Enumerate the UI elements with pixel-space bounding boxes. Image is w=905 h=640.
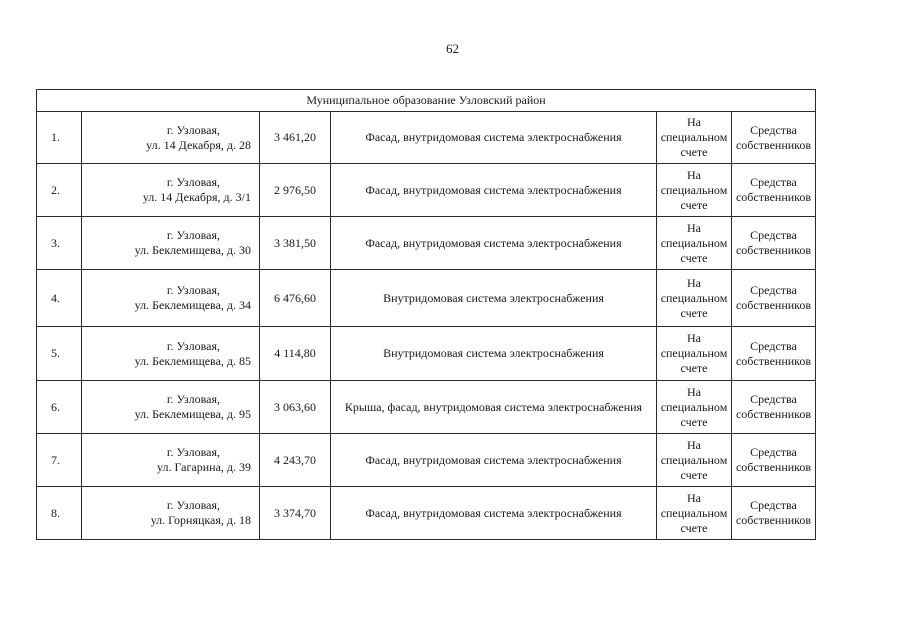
account-cell bbox=[657, 164, 732, 217]
account-line: специальном bbox=[660, 505, 728, 520]
source-line: Средства bbox=[750, 283, 797, 297]
section-header-row bbox=[37, 90, 816, 112]
row-number: 2. bbox=[37, 164, 82, 217]
account-cell bbox=[657, 112, 732, 164]
source-line: Средства bbox=[750, 338, 797, 353]
table-row bbox=[37, 487, 816, 540]
work-type-cell: Фасад, внутридомовая система электроснабжения bbox=[331, 164, 657, 217]
work-type-cell: Крыша, фасад, внутридомовая система электроснабжения bbox=[331, 381, 657, 434]
source-line: собственников bbox=[735, 353, 812, 368]
source-line: собственников bbox=[735, 243, 812, 257]
area-cell: 3 374,70 bbox=[260, 487, 331, 540]
account-cell bbox=[657, 381, 732, 434]
account-line: специальном bbox=[660, 235, 728, 250]
address-street: ул. Горняцкая, д. 18 bbox=[150, 513, 251, 527]
work-type-cell: Фасад, внутридомовая система электроснабжения bbox=[331, 112, 657, 164]
work-type-cell: Фасад, внутридомовая система электроснабжения bbox=[331, 217, 657, 270]
source-line: Средства bbox=[750, 445, 797, 459]
source-line: собственников bbox=[735, 137, 812, 152]
address-city: г. Узловая, bbox=[166, 175, 220, 189]
source-line: Средства bbox=[750, 498, 797, 512]
area-cell: 4 243,70 bbox=[260, 434, 331, 487]
area-cell: 6 476,60 bbox=[260, 270, 331, 327]
address-cell bbox=[82, 381, 260, 434]
area-cell: 4 114,80 bbox=[260, 327, 331, 381]
address-street: ул. Беклемищева, д. 95 bbox=[134, 407, 251, 421]
account-line: счете bbox=[680, 305, 708, 320]
address-city: г. Узловая, bbox=[166, 228, 220, 242]
work-type-cell: Внутридомовая система электроснабжения bbox=[331, 270, 657, 327]
account-cell bbox=[657, 327, 732, 381]
account-line: На bbox=[687, 331, 701, 345]
funding-source-cell bbox=[732, 164, 816, 217]
account-cell bbox=[657, 217, 732, 270]
funding-source-cell bbox=[732, 270, 816, 327]
address-cell bbox=[82, 434, 260, 487]
funding-source-cell bbox=[732, 381, 816, 434]
work-type-cell: Фасад, внутридомовая система электроснабжения bbox=[331, 434, 657, 487]
account-line: счете bbox=[680, 520, 708, 535]
address-cell bbox=[82, 164, 260, 217]
source-line: Средства bbox=[750, 122, 797, 137]
funding-source-cell bbox=[732, 217, 816, 270]
row-number: 8. bbox=[37, 487, 82, 540]
account-line: На bbox=[687, 167, 701, 182]
account-line: специальном bbox=[660, 290, 728, 305]
work-type-cell: Фасад, внутридомовая система электроснабжения bbox=[331, 487, 657, 540]
funding-source-cell bbox=[732, 112, 816, 164]
section-title: Муниципальное образование Узловский район bbox=[37, 90, 816, 112]
row-number: 5. bbox=[37, 327, 82, 381]
account-line: счете bbox=[680, 250, 708, 265]
source-line: собственников bbox=[735, 407, 812, 421]
funding-source-cell bbox=[732, 327, 816, 381]
address-city: г. Узловая, bbox=[166, 498, 220, 512]
address-city: г. Узловая, bbox=[166, 392, 220, 406]
table-row bbox=[37, 164, 816, 217]
area-cell: 2 976,50 bbox=[260, 164, 331, 217]
address-street: ул. Беклемищева, д. 34 bbox=[134, 298, 251, 312]
address-cell bbox=[82, 487, 260, 540]
area-cell: 3 461,20 bbox=[260, 112, 331, 164]
row-number: 7. bbox=[37, 434, 82, 487]
table-row bbox=[37, 434, 816, 487]
account-line: На bbox=[687, 275, 701, 290]
funding-source-cell bbox=[732, 487, 816, 540]
account-line: специальном bbox=[660, 182, 728, 197]
area-cell: 3 381,50 bbox=[260, 217, 331, 270]
account-line: специальном bbox=[660, 130, 728, 144]
row-number: 4. bbox=[37, 270, 82, 327]
account-line: На bbox=[687, 384, 701, 399]
account-line: специальном bbox=[660, 399, 728, 414]
table-row bbox=[37, 112, 816, 164]
account-line: счете bbox=[680, 361, 708, 375]
address-street: ул. Беклемищева, д. 30 bbox=[134, 243, 251, 257]
address-street: ул. 14 Декабря, д. 3/1 bbox=[142, 190, 251, 204]
row-number: 3. bbox=[37, 217, 82, 270]
account-line: На bbox=[687, 437, 701, 452]
account-line: счете bbox=[680, 197, 708, 212]
account-line: счете bbox=[680, 414, 708, 429]
work-type-cell: Внутридомовая система электроснабжения bbox=[331, 327, 657, 381]
source-line: собственников bbox=[735, 460, 812, 474]
account-line: На bbox=[687, 490, 701, 505]
source-line: собственников bbox=[735, 513, 812, 527]
source-line: собственников bbox=[735, 190, 812, 204]
table-row bbox=[37, 270, 816, 327]
area-cell: 3 063,60 bbox=[260, 381, 331, 434]
account-line: специальном bbox=[660, 452, 728, 467]
account-line: счете bbox=[680, 467, 708, 482]
address-street: ул. 14 Декабря, д. 28 bbox=[146, 137, 251, 152]
table-row bbox=[37, 327, 816, 381]
source-line: Средства bbox=[750, 392, 797, 406]
address-city: г. Узловая, bbox=[166, 122, 220, 137]
account-cell bbox=[657, 270, 732, 327]
account-line: На bbox=[687, 115, 701, 129]
source-line: собственников bbox=[735, 298, 812, 312]
account-cell bbox=[657, 487, 732, 540]
page-number: 62 bbox=[446, 41, 459, 56]
housing-table bbox=[36, 89, 816, 540]
address-city: г. Узловая, bbox=[166, 445, 220, 459]
address-city: г. Узловая, bbox=[166, 283, 220, 297]
address-street: ул. Гагарина, д. 39 bbox=[157, 460, 251, 474]
account-cell bbox=[657, 434, 732, 487]
table-row bbox=[37, 381, 816, 434]
address-cell bbox=[82, 327, 260, 381]
account-line: На bbox=[687, 220, 701, 235]
address-cell bbox=[82, 217, 260, 270]
row-number: 6. bbox=[37, 381, 82, 434]
table-row bbox=[37, 217, 816, 270]
address-cell bbox=[82, 270, 260, 327]
address-city: г. Узловая, bbox=[166, 338, 220, 353]
account-line: специальном bbox=[660, 346, 728, 360]
row-number: 1. bbox=[37, 112, 82, 164]
address-street: ул. Беклемищева, д. 85 bbox=[134, 353, 251, 368]
source-line: Средства bbox=[750, 228, 797, 242]
source-line: Средства bbox=[750, 175, 797, 189]
address-cell bbox=[82, 112, 260, 164]
funding-source-cell bbox=[732, 434, 816, 487]
account-line: счете bbox=[680, 145, 708, 159]
